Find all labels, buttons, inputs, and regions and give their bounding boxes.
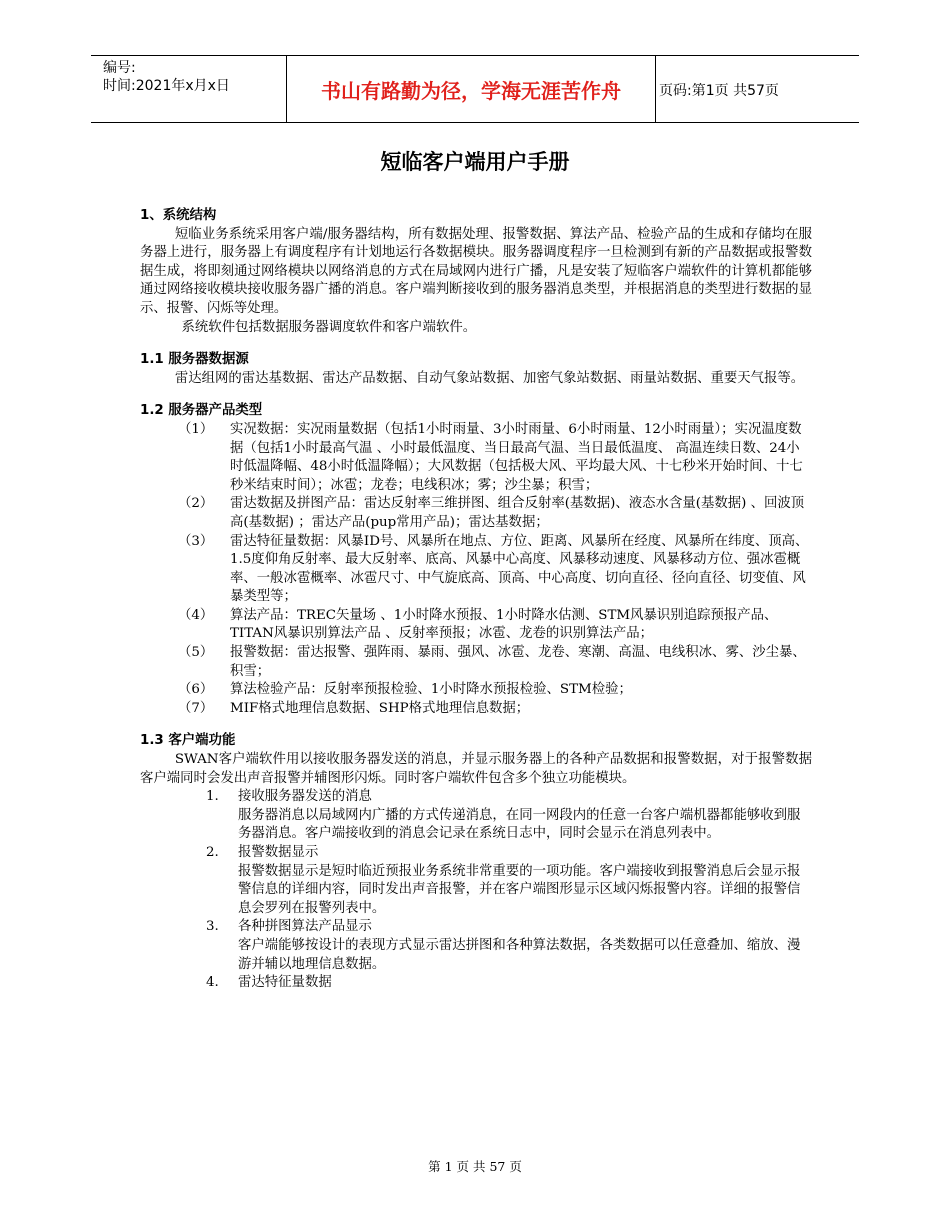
- product-type-list: [140, 421, 812, 719]
- list-item: [140, 844, 812, 918]
- list-item-number: 2.: [206, 845, 219, 860]
- list-item: [140, 974, 812, 993]
- list-item: [140, 533, 812, 607]
- document-body: [140, 207, 812, 993]
- list-item-number: （6）: [178, 682, 214, 698]
- section-heading-1-3: 1.3 客户端功能: [140, 733, 236, 749]
- list-item-number: 3.: [206, 919, 219, 935]
- list-item-title: 接收服务器发送的消息: [238, 789, 372, 805]
- list-item: [140, 788, 812, 844]
- list-item: [140, 700, 812, 719]
- list-item-title: 各种拼图算法产品显示: [238, 919, 372, 935]
- header-time-label: 时间:2021年x月x日: [103, 78, 230, 94]
- document-title: 短临客户端用户手册: [380, 150, 570, 174]
- header-motto: 书山有路勤为径，学海无涯苦作舟: [286, 56, 656, 122]
- list-item: [140, 681, 812, 700]
- list-item-text: 算法检验产品：反射率预报检验、1小时降水预报检验、STM检验；: [230, 682, 632, 698]
- list-item-title: 报警数据显示: [238, 845, 319, 860]
- list-item: [140, 495, 812, 532]
- list-item-number: （2）: [178, 496, 214, 512]
- header-page-info: 页码:第1页 共57页: [659, 83, 779, 99]
- header-meta: [103, 59, 283, 95]
- list-item-number: （7）: [178, 700, 214, 716]
- page-header: [91, 55, 859, 123]
- paragraph: 雷达组网的雷达基数据、雷达产品数据、自动气象站数据、加密气象站数据、雨量站数据、重要天气报等。: [174, 370, 805, 386]
- list-item-text: 雷达数据及拼图产品：雷达反射率三维拼图、组合反射率(基数据)、液态水含量(基数据) 、回波顶高(基数据) ；雷达产品(pup常用产品)；雷达基数据；: [230, 496, 805, 530]
- list-item: [140, 918, 812, 974]
- list-item-text: 实况数据：实况雨量数据（包括1小时雨量、3小时雨量、6小时雨量、12小时雨量）；实况温度数据（包括1小时最高气温 、小时最低温度、当日最高气温、当日最低温度、 高温连续日数、24小时低温降幅、48小时低温降幅）；大风数据（包括极大风、平均最大风、十七秒米开始时间、十七秒米结束时间）；冰雹；龙卷；电线积冰；雾；沙尘暴；积雪；: [230, 421, 803, 493]
- list-item: [140, 607, 812, 644]
- list-item-number: （3）: [178, 533, 214, 549]
- list-item-number: （5）: [178, 645, 214, 661]
- list-item-text: 算法产品：TREC矢量场 、1小时降水预报、1小时降水估测、STM风暴识别追踪预报产品、TITAN风暴识别算法产品 、反射率预报；冰雹、龙卷的识别算法产品；: [230, 607, 778, 642]
- list-item: [140, 644, 812, 681]
- list-item-title: 雷达特征量数据: [238, 975, 332, 991]
- header-number-label: 编号:: [103, 60, 136, 76]
- paragraph: SWAN客户端软件用以接收服务器发送的消息，并显示服务器上的各种产品数据和报警数据，对于报警数据客户端同时会发出声音报警并辅图形闪烁。同时客户端软件包含多个独立功能模块。: [140, 752, 812, 786]
- list-item-text: MIF格式地理信息数据、SHP格式地理信息数据；: [230, 700, 530, 716]
- paragraph: 系统软件包括数据服务器调度软件和客户端软件。: [181, 319, 477, 335]
- list-item-text: 雷达特征量数据：风暴ID号、风暴所在地点、方位、距离、风暴所在经度、风暴所在纬度、顶高、1.5度仰角反射率、最大反射率、底高、风暴中心高度、风暴移动速度、风暴移动方位、强冰雹概率、一般冰雹概率、冰雹尺寸、中气旋底高、顶高、中心高度、切向直径、径向直径、切变值、风暴类型等；: [230, 533, 809, 605]
- section-heading-1-1: 1.1 服务器数据源: [140, 352, 249, 368]
- list-item-text: 服务器消息以局域网内广播的方式传递消息，在同一网段内的任意一台客户端机器都能够收到服务器消息。客户端接收到的消息会记录在系统日志中，同时会显示在消息列表中。: [238, 807, 801, 842]
- list-item-number: 4.: [206, 975, 219, 991]
- list-item-text: 报警数据：雷达报警、强阵雨、暴雨、强风、冰雹、龙卷、寒潮、高温、电线积冰、雾、沙尘暴、积雪；: [230, 645, 806, 679]
- list-item-number: （4）: [178, 607, 214, 623]
- page-footer: 第 1 页 共 57 页: [428, 1159, 522, 1174]
- client-function-list: [140, 788, 812, 993]
- list-item: [140, 421, 812, 495]
- list-item-text: 客户端能够按设计的表现方式显示雷达拼图和各种算法数据，各类数据可以任意叠加、缩放、漫游并辅以地理信息数据。: [238, 937, 801, 972]
- section-heading-1-2: 1.2 服务器产品类型: [140, 403, 263, 419]
- list-item-number: （1）: [178, 421, 214, 437]
- list-item-number: 1.: [206, 789, 219, 805]
- paragraph: 短临业务系统采用客户端/服务器结构，所有数据处理、报警数据、算法产品、检验产品的生成和存储均在服务器上进行，服务器上有调度程序有计划地运行各数据模块。服务器调度程序一旦检测到有新的产品数据或报警数据生成，将即刻通过网络模块以网络消息的方式在局域网内进行广播，凡是安装了短临客户端软件的计算机都能够通过网络接收模块接收服务器广播的消息。客户端判断接收到的服务器消息类型，并根据消息的类型进行数据的显示、报警、闪烁等处理。: [140, 226, 812, 316]
- list-item-text: 报警数据显示是短时临近预报业务系统非常重要的一项功能。客户端接收到报警消息后会显示报警信息的详细内容，同时发出声音报警，并在客户端图形显示区域闪烁报警内容。详细的报警信息会罗列在报警列表中。: [238, 863, 801, 916]
- section-heading-1: 1、系统结构: [140, 208, 217, 223]
